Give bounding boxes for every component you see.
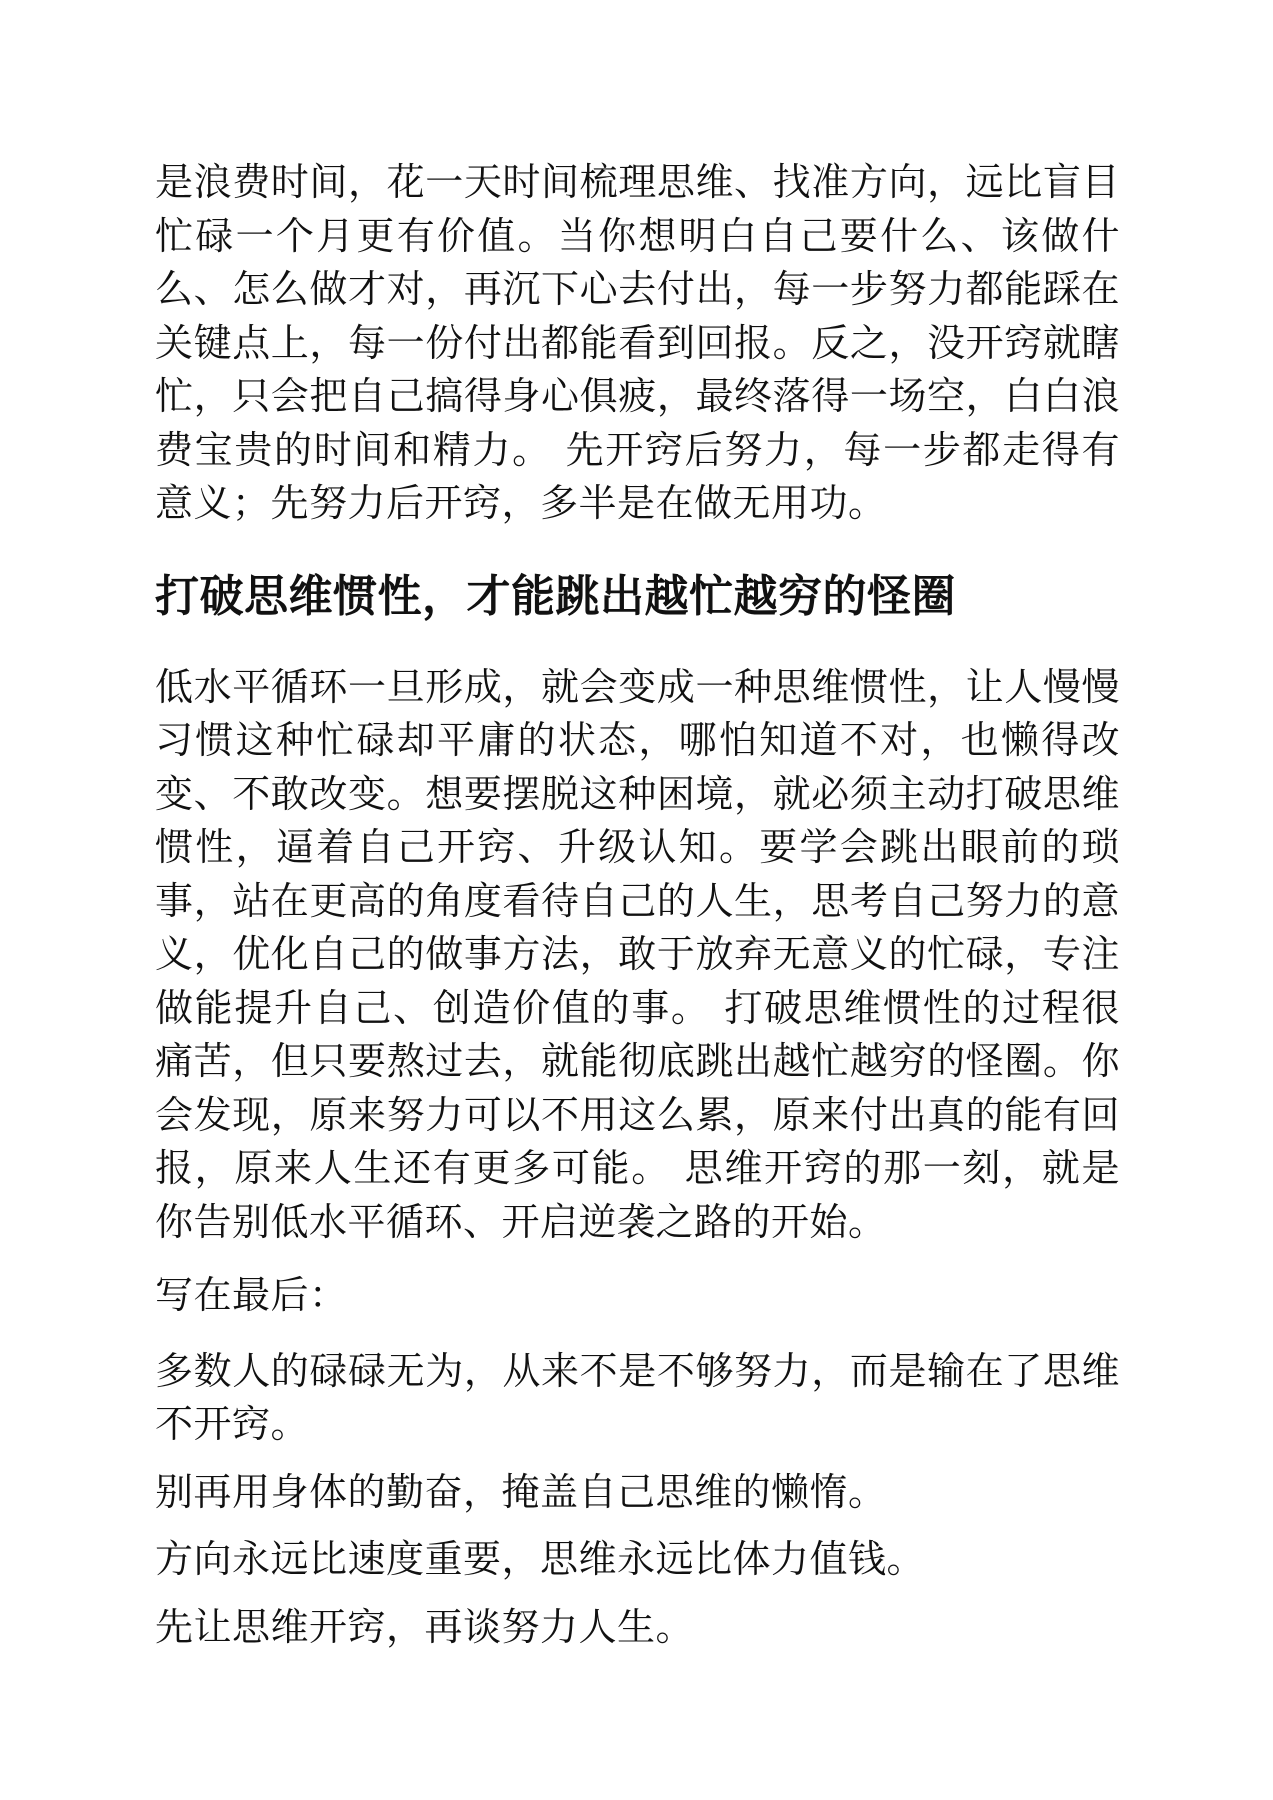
closing-line: 多数人的碌碌无为，从来不是不够努力，而是输在了思维不开窍。 bbox=[155, 1348, 1120, 1446]
closing-label: 写在最后： bbox=[155, 1273, 348, 1317]
closing-line: 方向永远比速度重要，思维永远比体力值钱。 bbox=[155, 1537, 926, 1581]
section-paragraph: 低水平循环一旦形成，就会变成一种思维惯性，让人慢慢习惯这种忙碌却平庸的状态，哪怕知道不对，也懒得改变、不敢改变。想要摆脱这种困境，就必须主动打破思维惯性，逼着自己开窍、升级认知。要学会跳出眼前的琐事，站在更高的角度看待自己的人生，思考自己努力的意义，优化自己的做事方法，敢于放弃无意义的忙碌，专注做能提升自己、创造价值的事。 打破思维惯性的过程很痛苦，但只要熬过去，就能彻底跳出越忙越穷的怪圈。你会发现，原来努力可以不用这么累，原来付出真的能有回报，原来人生还有更多可能。 思维开窍的那一刻，就是你告别低水平循环、开启逆袭之路的开始。 bbox=[155, 664, 1120, 1244]
section-heading: 打破思维惯性，才能跳出越忙越穷的怪圈 bbox=[155, 570, 956, 622]
intro-paragraph: 是浪费时间，花一天时间梳理思维、找准方向，远比盲目忙碌一个月更有价值。当你想明白自己要什么、该做什么、怎么做才对，再沉下心去付出，每一步努力都能踩在关键点上，每一份付出都能看到回报。反之，没开窍就瞎忙，只会把自己搞得身心俱疲，最终落得一场空，白白浪费宝贵的时间和精力。 先开窍后努力，每一步都走得有意义；先努力后开窍，多半是在做无用功。 bbox=[155, 160, 1120, 525]
document-page bbox=[155, 156, 1120, 1654]
closing-line: 别再用身体的勤奋，掩盖自己思维的懒惰。 bbox=[155, 1469, 887, 1514]
closing-line: 先让思维开窍，再谈努力人生。 bbox=[155, 1604, 695, 1649]
